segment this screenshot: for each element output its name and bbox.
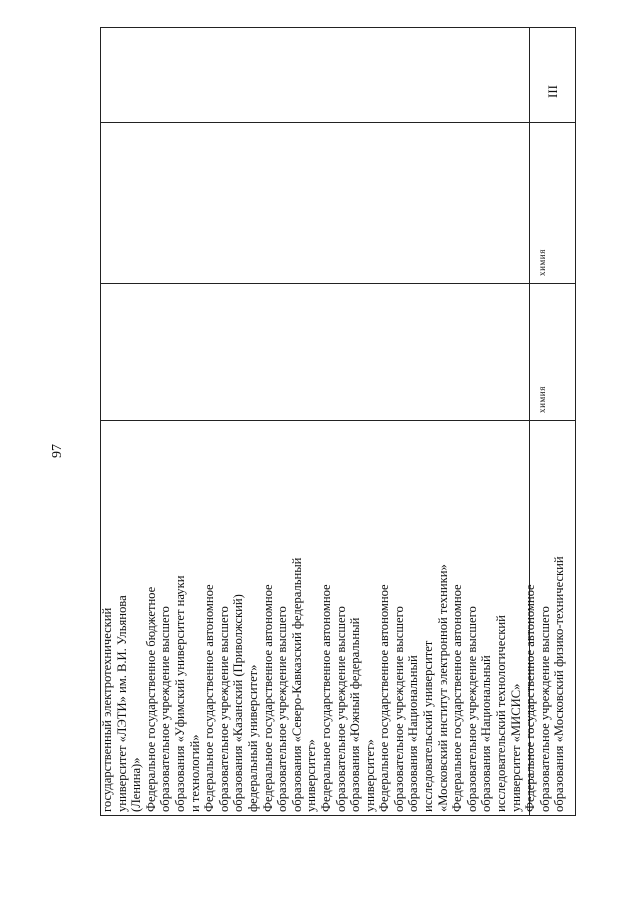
university-line: образования «Уфимский университет науки [172, 575, 187, 812]
university-line: и технологий» [187, 734, 202, 812]
university-line: Федеральное государственное автономное [450, 584, 465, 812]
university-line: образовательное учреждение высшего [464, 606, 479, 812]
university-line: образования «Национальный [479, 655, 494, 812]
university-line: «Московский институт электронной техники» [435, 564, 450, 812]
table-border-top [100, 27, 576, 28]
university-line: Федеральное государственное бюджетное [143, 586, 158, 812]
table-rule-1 [100, 122, 576, 123]
level-label: III [545, 85, 560, 98]
university-line: исследовательский технологический [494, 615, 509, 812]
university-line: образовательное учреждение высшего [275, 606, 290, 812]
university-line: образования «Казанский (Приволжский) [231, 594, 246, 812]
university-line: университет» [362, 739, 377, 812]
table-border-right [575, 27, 576, 816]
university-line: образовательное учреждение высшего [158, 606, 173, 812]
university-line: университет «МИСИС» [508, 683, 523, 812]
university-line: университет «ЛЭТИ» им. В.И. Ульянова [114, 595, 129, 812]
university-line: образования «Южный федеральный [348, 617, 363, 812]
university-line: образовательное учреждение высшего [333, 606, 348, 812]
university-line: образовательное учреждение высшего [216, 606, 231, 812]
table-rule-3 [100, 420, 576, 421]
universities-list [100, 556, 567, 812]
university-line: федеральный университет» [245, 664, 260, 812]
university-line: Федеральное государственное автономное [318, 584, 333, 812]
table-rule-2 [100, 283, 576, 284]
university-line: образования «Северо-Кавказский федеральный [289, 557, 304, 812]
university-line: Федеральное государственное автономное [202, 584, 217, 812]
university-line: (Ленина)» [129, 757, 144, 812]
university-line: образовательное учреждение высшего [537, 606, 552, 812]
university-line: исследовательский университет [421, 640, 436, 812]
subject-col3: химия [537, 386, 547, 413]
university-line: образования «Московский физико-технический [552, 556, 567, 812]
university-line: университет» [304, 739, 319, 812]
page-number: 97 [50, 444, 65, 458]
university-line: государственный электротехнический [100, 607, 114, 812]
university-line: Федеральное государственное автономное [523, 584, 538, 812]
university-line: образовательное учреждение высшего [391, 606, 406, 812]
subject-col4: химия [537, 249, 547, 276]
university-line: образования «Национальный [406, 655, 421, 812]
university-line: Федеральное государственное автономное [260, 584, 275, 812]
table-border-bottom [100, 815, 576, 816]
university-line: Федеральное государственное автономное [377, 584, 392, 812]
